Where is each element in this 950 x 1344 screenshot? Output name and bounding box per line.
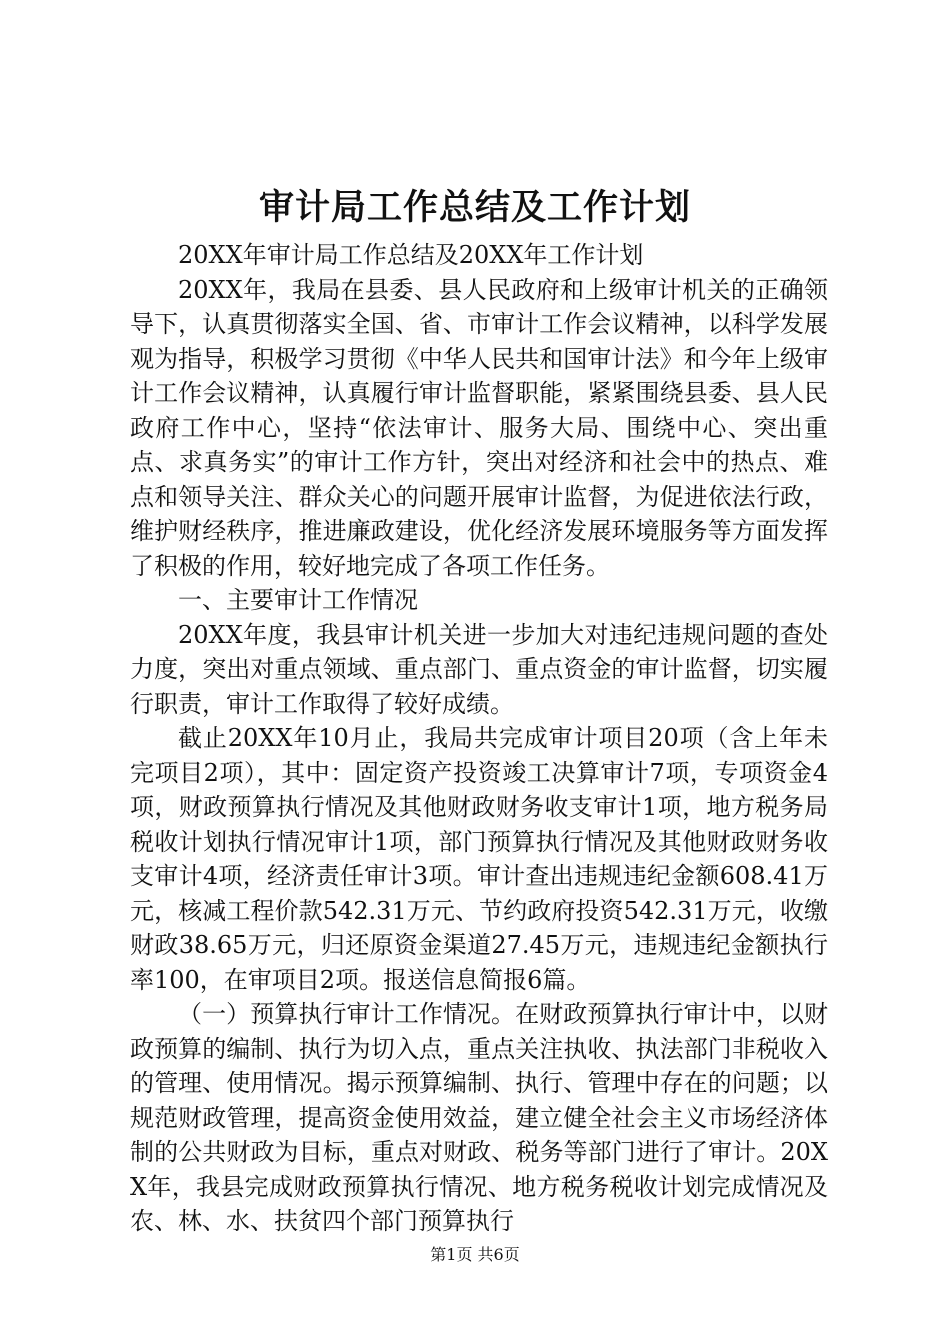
paragraph-subtitle: 20XX年审计局工作总结及20XX年工作计划 bbox=[178, 241, 644, 269]
page-number-footer: 第1页 共6页 bbox=[430, 1245, 520, 1264]
section-heading-1: 一、主要审计工作情况 bbox=[178, 586, 418, 614]
document-body bbox=[130, 238, 828, 1239]
paragraph-intro: 20XX年，我局在县委、县人民政府和上级审计机关的正确领导下，认真贯彻落实全国、省、市审计工作会议精神，以科学发展观为指导，积极学习贯彻《中华人民共和国审计法》和今年上级审计工作会议精神，认真履行审计监督职能，紧紧围绕县委、县人民政府工作中心，坚持“依法审计、服务大局、围绕中心、突出重点、求真务实”的审计工作方针，突出对经济和社会中的热点、难点和领导关注、群众关心的问题开展审计监督，为促进依法行政，维护财经秩序，推进廉政建设，优化经济发展环境服务等方面发挥了积极的作用，较好地完成了各项工作任务。 bbox=[130, 275, 828, 580]
document-title: 审计局工作总结及工作计划 bbox=[258, 187, 691, 228]
paragraph-overview: 20XX年度，我县审计机关进一步加大对违纪违规问题的查处力度，突出对重点领域、重点部门、重点资金的审计监督，切实履行职责，审计工作取得了较好成绩。 bbox=[130, 620, 828, 718]
paragraph-statistics: 截止20XX年10月止，我局共完成审计项目20项（含上年未完项目2项），其中：固定资产投资竣工决算审计7项，专项资金4项，财政预算执行情况及其他财政财务收支审计1项，地方税务局税收计划执行情况审计1项，部门预算执行情况及其他财政财务收支审计4项，经济责任审计3项。审计查出违规违纪金额608.41万元，核减工程价款542.31万元、节约政府投资542.31万元，收缴财政38.65万元，归还原资金渠道27.45万元，违规违纪金额执行率100，在审项目2项。报送信息简报6篇。 bbox=[130, 724, 828, 994]
paragraph-budget-audit: （一）预算执行审计工作情况。在财政预算执行审计中，以财政预算的编制、执行为切入点，重点关注执收、执法部门非税收入的管理、使用情况。揭示预算编制、执行、管理中存在的问题；以规范财政管理，提高资金使用效益，建立健全社会主义市场经济体制的公共财政为目标，重点对财政、税务等部门进行了审计。20XX年，我县完成财政预算执行情况、地方税务税收计划完成情况及农、林、水、扶贫四个部门预算执行 bbox=[130, 1000, 828, 1235]
